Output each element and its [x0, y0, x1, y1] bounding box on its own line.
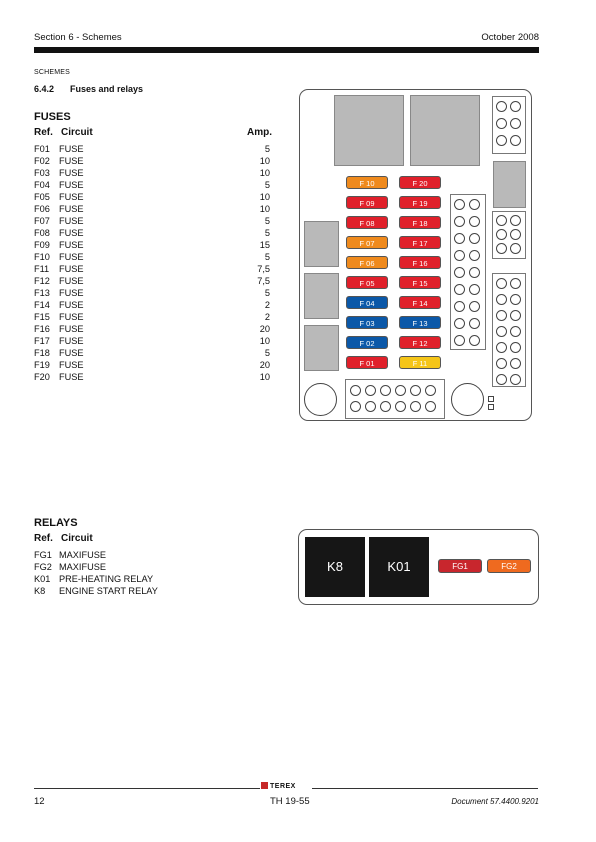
fuse-row	[34, 371, 270, 383]
fuse-row	[34, 227, 270, 239]
model-name: TH 19-55	[270, 796, 310, 807]
fuse-circuit: FUSE	[59, 156, 84, 166]
fuse-circuit: FUSE	[59, 300, 84, 310]
fuse-amp: 20	[259, 360, 270, 370]
connector-block	[492, 273, 526, 387]
fuse-circuit: FUSE	[59, 144, 84, 154]
pin-hole	[496, 294, 507, 305]
pin-hole	[510, 101, 521, 112]
fuse-amp: 5	[264, 216, 270, 226]
relay-box-diagram	[298, 529, 539, 605]
fuse-circuit: FUSE	[59, 216, 84, 226]
pin-hole	[380, 401, 391, 412]
pin-hole	[454, 216, 465, 227]
connector-block	[345, 379, 445, 419]
connector-block	[492, 96, 526, 154]
pin-hole	[469, 267, 480, 278]
fuse-ref: F15	[34, 312, 50, 322]
brand-logo	[261, 782, 296, 790]
fuse-circuit: FUSE	[59, 372, 84, 382]
pin-hole	[496, 326, 507, 337]
fuse-block: F 19	[399, 196, 441, 209]
fuse-row	[34, 263, 270, 275]
pin-hole	[469, 216, 480, 227]
fuse-ref: F02	[34, 156, 50, 166]
relays-title: RELAYS	[34, 517, 78, 529]
pin-hole	[496, 342, 507, 353]
fuse-circuit: FUSE	[59, 348, 84, 358]
pin-hole	[510, 215, 521, 226]
fuse-row	[34, 287, 270, 299]
terminal	[488, 404, 494, 410]
maxifuse-fg1: FG1	[438, 559, 482, 573]
relay-ref: K01	[34, 574, 51, 584]
section-title: Fuses and relays	[70, 84, 144, 94]
fuse-amp: 10	[259, 192, 270, 202]
fuse-block: F 10	[346, 176, 388, 189]
fuse-ref: F07	[34, 216, 50, 226]
fuse-block: F 09	[346, 196, 388, 209]
fuse-block: F 16	[399, 256, 441, 269]
relay-ref: FG1	[34, 550, 52, 560]
fuse-block: F 04	[346, 296, 388, 309]
relay-slot	[304, 221, 339, 267]
fuse-ref: F13	[34, 288, 50, 298]
fuse-row	[34, 179, 270, 191]
pin-hole	[496, 229, 507, 240]
fuse-block: F 01	[346, 356, 388, 369]
fuse-circuit: FUSE	[59, 240, 84, 250]
fuse-block: F 11	[399, 356, 441, 369]
fuse-circuit: FUSE	[59, 168, 84, 178]
fuse-amp: 20	[259, 324, 270, 334]
connector-block	[450, 194, 486, 350]
fuse-amp: 5	[264, 180, 270, 190]
relay-ref: FG2	[34, 562, 52, 572]
maxifuse-fg2: FG2	[487, 559, 531, 573]
pin-hole	[496, 215, 507, 226]
fuse-block: F 14	[399, 296, 441, 309]
pin-hole	[510, 374, 521, 385]
pin-hole	[395, 385, 406, 396]
fuse-row	[34, 191, 270, 203]
pin-hole	[510, 294, 521, 305]
relay-k01: K01	[369, 537, 429, 597]
relay-circuit: PRE-HEATING RELAY	[59, 574, 154, 584]
fuse-circuit: FUSE	[59, 180, 84, 190]
fuse-row	[34, 347, 270, 359]
pin-hole	[365, 385, 376, 396]
fuse-block: F 06	[346, 256, 388, 269]
brand-name: TEREX	[270, 783, 296, 790]
pin-hole	[496, 118, 507, 129]
pin-hole	[425, 385, 436, 396]
fuse-ref: F06	[34, 204, 50, 214]
fuse-amp: 10	[259, 168, 270, 178]
relay-circuit: MAXIFUSE	[59, 550, 106, 560]
fuse-amp: 10	[259, 156, 270, 166]
fuse-row	[34, 155, 270, 167]
fuse-row	[34, 299, 270, 311]
fuse-circuit: FUSE	[59, 228, 84, 238]
fuse-block: F 20	[399, 176, 441, 189]
fuse-ref: F17	[34, 336, 50, 346]
fuse-block: F 12	[399, 336, 441, 349]
fuse-amp: 10	[259, 336, 270, 346]
fuse-amp: 2	[264, 312, 270, 322]
fuse-ref: F12	[34, 276, 50, 286]
fuse-block: F 03	[346, 316, 388, 329]
pin-hole	[469, 250, 480, 261]
fuse-row	[34, 311, 270, 323]
fuse-amp: 5	[264, 144, 270, 154]
pin-hole	[510, 229, 521, 240]
fuse-block: F 17	[399, 236, 441, 249]
fuse-ref: F20	[34, 372, 50, 382]
fuse-ref: F18	[34, 348, 50, 358]
relays-col-circuit: Circuit	[61, 533, 93, 544]
pin-hole	[510, 342, 521, 353]
fuse-amp: 5	[264, 288, 270, 298]
header-section: Section 6 - Schemes	[34, 32, 122, 43]
pin-hole	[410, 401, 421, 412]
fuse-amp: 7,5	[257, 264, 270, 274]
fuse-circuit: FUSE	[59, 312, 84, 322]
header-rule	[34, 47, 539, 53]
pin-hole	[454, 250, 465, 261]
fuse-block: F 13	[399, 316, 441, 329]
pin-hole	[365, 401, 376, 412]
relay-ref: K8	[34, 586, 46, 596]
pin-hole	[469, 233, 480, 244]
pin-hole	[469, 199, 480, 210]
fuse-row	[34, 335, 270, 347]
relay-circuit: ENGINE START RELAY	[59, 586, 158, 596]
relays-col-ref: Ref.	[34, 533, 53, 544]
pin-hole	[496, 135, 507, 146]
fuse-ref: F09	[34, 240, 50, 250]
pin-hole	[454, 284, 465, 295]
footer-rule-left	[34, 788, 260, 789]
pin-hole	[496, 374, 507, 385]
fuse-amp: 5	[264, 348, 270, 358]
fuse-ref: F04	[34, 180, 50, 190]
pin-hole	[469, 318, 480, 329]
fuse-ref: F19	[34, 360, 50, 370]
fuse-circuit: FUSE	[59, 360, 84, 370]
fuse-ref: F16	[34, 324, 50, 334]
mounting-hole	[304, 383, 337, 416]
fuse-row	[34, 215, 270, 227]
fuse-amp: 5	[264, 228, 270, 238]
fuse-ref: F03	[34, 168, 50, 178]
fuse-ref: F01	[34, 144, 50, 154]
page-number: 12	[34, 796, 45, 807]
fuse-circuit: FUSE	[59, 288, 84, 298]
fuses-col-ref: Ref.	[34, 127, 53, 138]
terminal	[488, 396, 494, 402]
pin-hole	[454, 301, 465, 312]
pin-hole	[469, 335, 480, 346]
fuse-circuit: FUSE	[59, 204, 84, 214]
pin-hole	[496, 278, 507, 289]
fuse-circuit: FUSE	[59, 264, 84, 274]
fuse-ref: F10	[34, 252, 50, 262]
pin-hole	[395, 401, 406, 412]
fuse-circuit: FUSE	[59, 276, 84, 286]
fuse-row	[34, 323, 270, 335]
relay-circuit: MAXIFUSE	[59, 562, 106, 572]
fuse-amp: 5	[264, 252, 270, 262]
fuse-amp: 2	[264, 300, 270, 310]
fuses-title: FUSES	[34, 111, 71, 123]
pin-hole	[469, 284, 480, 295]
pin-hole	[380, 385, 391, 396]
pin-hole	[496, 243, 507, 254]
fuse-row	[34, 167, 270, 179]
brand-mark-icon	[261, 782, 268, 789]
fuse-row	[34, 143, 270, 155]
pin-hole	[350, 401, 361, 412]
pin-hole	[510, 135, 521, 146]
pin-hole	[510, 310, 521, 321]
pin-hole	[469, 301, 480, 312]
pin-hole	[454, 318, 465, 329]
fuse-block: F 05	[346, 276, 388, 289]
footer-rule-right	[312, 788, 538, 789]
pin-hole	[454, 233, 465, 244]
fuse-row	[34, 239, 270, 251]
fuse-ref: F11	[34, 264, 50, 274]
relay-k8: K8	[305, 537, 365, 597]
fuse-row	[34, 203, 270, 215]
pin-hole	[496, 101, 507, 112]
fuse-row	[34, 251, 270, 263]
fuse-circuit: FUSE	[59, 192, 84, 202]
fuse-block: F 08	[346, 216, 388, 229]
fuse-box-diagram	[299, 89, 532, 421]
fuse-circuit: FUSE	[59, 336, 84, 346]
fuse-circuit: FUSE	[59, 324, 84, 334]
fuse-amp: 15	[259, 240, 270, 250]
fuse-block: F 07	[346, 236, 388, 249]
fuses-col-amp: Amp.	[247, 127, 272, 138]
relay-slot	[410, 95, 480, 166]
fuse-circuit: FUSE	[59, 252, 84, 262]
relay-slot	[304, 325, 339, 371]
relay-slot	[493, 161, 526, 208]
pin-hole	[510, 118, 521, 129]
fuse-block: F 18	[399, 216, 441, 229]
fuse-row	[34, 275, 270, 287]
pin-hole	[454, 267, 465, 278]
connector-block	[492, 211, 526, 259]
pin-hole	[496, 310, 507, 321]
fuse-amp: 10	[259, 372, 270, 382]
document-number: Document 57.4400.9201	[451, 797, 539, 806]
fuse-block: F 15	[399, 276, 441, 289]
mounting-hole	[451, 383, 484, 416]
fuse-row	[34, 359, 270, 371]
fuse-ref: F05	[34, 192, 50, 202]
pin-hole	[496, 358, 507, 369]
pin-hole	[510, 326, 521, 337]
fuse-ref: F08	[34, 228, 50, 238]
pin-hole	[510, 278, 521, 289]
fuses-col-circuit: Circuit	[61, 127, 93, 138]
pin-hole	[454, 335, 465, 346]
relay-slot	[334, 95, 404, 166]
pin-hole	[410, 385, 421, 396]
fuse-block: F 02	[346, 336, 388, 349]
fuse-amp: 10	[259, 204, 270, 214]
header-date: October 2008	[481, 32, 539, 43]
pin-hole	[425, 401, 436, 412]
pin-hole	[454, 199, 465, 210]
section-number: 6.4.2	[34, 84, 55, 94]
pin-hole	[350, 385, 361, 396]
relay-slot	[304, 273, 339, 319]
fuse-ref: F14	[34, 300, 50, 310]
pin-hole	[510, 243, 521, 254]
pin-hole	[510, 358, 521, 369]
section-label: SCHEMES	[34, 69, 71, 76]
fuse-amp: 7,5	[257, 276, 270, 286]
